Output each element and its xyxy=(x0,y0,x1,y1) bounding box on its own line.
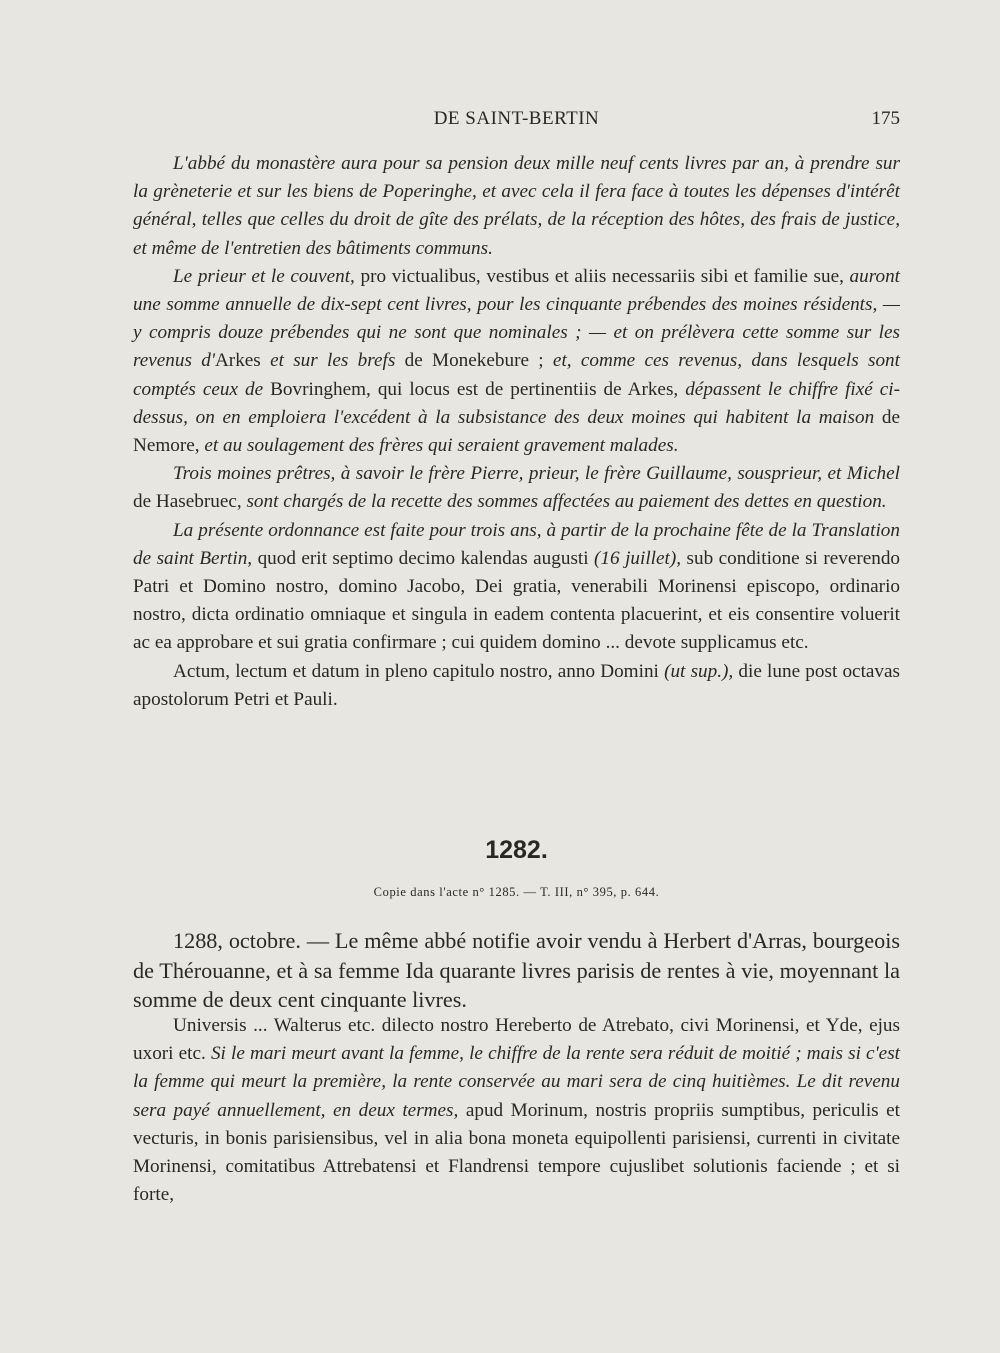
text-run: pro victualibus, vestibus et aliis necessariis sibi et familie sue, xyxy=(354,265,850,287)
text-run: de Monekebure ; xyxy=(404,350,553,372)
text-run: quod erit septimo decimo kalendas augusti xyxy=(252,547,595,569)
text-run: Si le mari meurt avant la femme, le chiffre de la rente sera réduit de moitié ; mais si c'est la femme qui meurt la première, la rente conservée au mari sera de cinq huitièmes. Le dit revenu sera payé annuellement, en deux termes, xyxy=(133,1043,900,1121)
text-run: die lune post octavas apostolorum Petri et Pauli. xyxy=(133,660,901,710)
text-run: de Hasebruec, xyxy=(133,491,247,513)
paragraph-actum xyxy=(133,658,900,714)
text-run: de Nemore, xyxy=(133,406,900,457)
text-run: (ut sup.), xyxy=(664,660,734,682)
text-run: (16 juillet), xyxy=(594,547,682,569)
text-run: L'abbé du monastère aura pour sa pension deux mille neuf cents livres par an, à prendre sur la grèneterie et sur les biens de Poperinghe, et avec cela il fera face à toutes les dépenses d'intérêt général, telles que celles du droit de gîte des prélats, de la réception des hôtes, des frais de justice, et même de l'entretien des bâtiments communs. xyxy=(133,153,900,259)
text-run: Trois moines prêtres, à savoir le frère Pierre, prieur, le frère Guillaume, sousprieur, et Michel xyxy=(173,463,900,485)
regest xyxy=(133,926,900,1015)
paragraph-three-monks xyxy=(133,460,900,516)
text-run: La présente ordonnance est faite pour trois ans, à partir de la prochaine fête de la Translation de saint Bertin, xyxy=(133,519,900,569)
text-run: Bovringhem, qui locus est de pertinentiis de Arkes, xyxy=(270,378,686,400)
text-run: Universis ... Walterus etc. dilecto nostro Hereberto de Atrebato, civi Morinensi, et Yde, ejus uxori etc. xyxy=(133,1015,900,1065)
text-block-top xyxy=(133,150,900,714)
source-note: Copie dans l'acte n° 1285. — T. III, n° 395, p. 644. xyxy=(373,885,660,899)
paragraph-charter-text xyxy=(133,1012,900,1209)
paragraph-prior-convent xyxy=(133,263,900,460)
text-run: auront une somme annuelle de dix-sept cent livres, pour les cinquante prébendes des moines résidents, — y compris douze prébendes qui ne sont que nominales ; — et on prélèvera cette somme sur les revenus d' xyxy=(133,265,901,372)
text-run: et, comme ces revenus, dans lesquels sont comptés ceux de xyxy=(133,350,900,400)
paragraph-abbot-pension xyxy=(133,150,900,263)
text-run: apud Morinum, nostris propriis sumptibus, periculis et vecturis, in bonis parisiensibus, vel in alia bona moneta equipollenti parisiensi, currenti in civitate Morinensi, comitatibus Attrebatensi et Flandrensi tempore cujuslibet solutionis faciende ; et si forte, xyxy=(133,1099,900,1206)
text-run: Arkes xyxy=(214,350,261,372)
text-run: Actum, lectum et datum in pleno capitulo nostro, anno Domini xyxy=(173,660,665,682)
text-run: Le prieur et le couvent, xyxy=(173,265,355,287)
page-number: 175 xyxy=(871,108,900,129)
text-run: sub conditione si reverendo Patri et Domino nostro, domino Jacobo, Dei gratia, venerabili Morinensi episcopo, ordinario nostro, dicta ordinatio omniaque et singula in eadem contenta placuerint, et eis consentire voluerit ac ea approbare et sui gratia confirmare ; cui quidem domino ... devote supplicamus etc. xyxy=(133,547,901,654)
text-run: et sur les brefs xyxy=(260,350,405,372)
charter-number: 1282. xyxy=(485,836,548,864)
text-run: sont chargés de la recette des sommes affectées au paiement des dettes en question. xyxy=(246,491,887,513)
regest-text: 1288, octobre. — Le même abbé notifie avoir vendu à Herbert d'Arras, bourgeois de Thérouanne, et à sa femme Ida quarante livres parisis de rentes à vie, moyennant la somme de deux cent cinquante livres. xyxy=(133,928,900,1012)
running-title: DE SAINT-BERTIN xyxy=(433,108,600,129)
paragraph-ordinance xyxy=(133,517,900,658)
text-run: dépassent le chiffre fixé ci-dessus, on en emploiera l'excédent à la subsistance des deux moines qui habitent la maison xyxy=(133,378,900,428)
page-header xyxy=(133,108,900,138)
text-run: et au soulagement des frères qui seraient gravement malades. xyxy=(204,435,679,457)
charter-text-block xyxy=(133,1012,900,1209)
